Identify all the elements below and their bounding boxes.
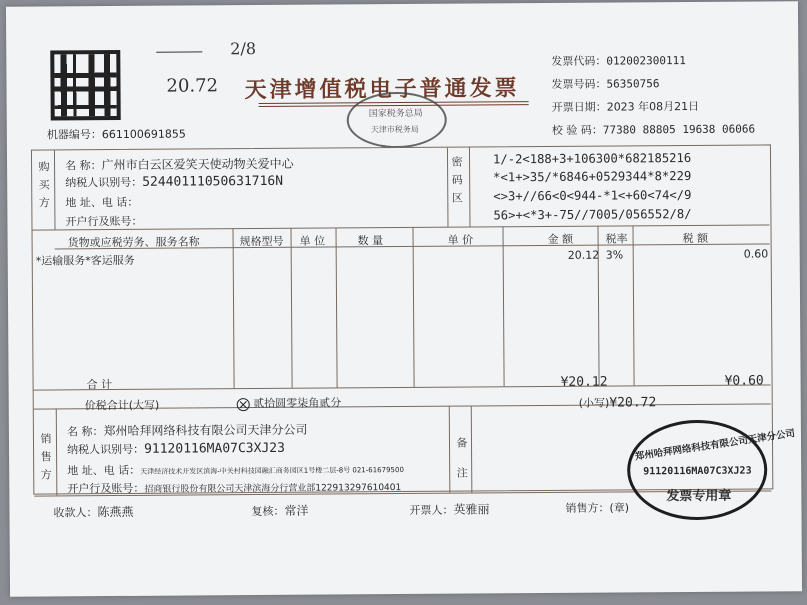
check-code: 校 验 码：77380 88805 19638 06066 xyxy=(551,122,756,137)
col-unit-header: 单 位 xyxy=(299,234,326,248)
grand-total-words: 贰拾圆零柒角贰分 xyxy=(237,394,342,411)
payee: 收款人：陈燕燕 xyxy=(53,504,134,520)
qr-code xyxy=(50,50,120,120)
col-spec-header: 规格型号 xyxy=(239,234,284,249)
col-tax-header: 税 额 xyxy=(682,231,709,246)
seal-company: 郑州哈拜网络科技有限公司天津分公司 xyxy=(634,428,796,463)
buyer-side-label: 购买方 xyxy=(38,160,50,210)
invoice-seal-stamp xyxy=(627,419,796,520)
buyer-address: 地 址、电 话： xyxy=(65,195,139,210)
total-tax: ¥0.60 xyxy=(724,373,764,389)
invoice-number: 发票号码：56350756 xyxy=(551,77,660,91)
grand-total-small: (小写)¥20.72 xyxy=(578,395,657,411)
invoice-title: 天津增值税电子普通发票 xyxy=(244,76,520,104)
seller-bank: 开户行及账号：招商银行股份有限公司天津滨海分行营业部122913297610401 xyxy=(67,481,402,496)
seller-tax-id: 纳税人识别号：91120116MA07C3XJ23 xyxy=(66,440,285,457)
cipher-line-2: *<1+>35/*6846+0529344*8*229 xyxy=(493,168,692,185)
handwritten-date: 2/8 xyxy=(230,39,257,59)
seal-text: 发票专用章 xyxy=(666,488,732,505)
reviewer: 复核：常洋 xyxy=(251,503,309,519)
buyer-bank: 开户行及账号： xyxy=(65,214,143,229)
col-rate-header: 税率 xyxy=(605,232,628,246)
total-amount: ¥20.12 xyxy=(560,374,608,390)
handwritten-amount: 20.72 xyxy=(166,75,219,97)
buyer-tax-id: 纳税人识别号：52440111050631716N xyxy=(65,173,284,190)
cross-circle-icon xyxy=(237,398,250,411)
handwritten-line xyxy=(156,51,202,52)
issuer: 开票人：英雅丽 xyxy=(409,502,490,517)
machine-no: 机器编号：661100691855 xyxy=(46,127,186,142)
invoice-date: 开票日期：2023 年08月21日 xyxy=(551,99,700,114)
seller-name: 名 称：郑州哈拜网络科技有限公司天津分公司 xyxy=(66,422,308,439)
col-price-header: 单 价 xyxy=(447,233,474,247)
item-name: *运输服务*客运服务 xyxy=(35,253,135,268)
seller-side-label: 销售方 xyxy=(40,432,52,482)
item-amount: 20.12 xyxy=(567,248,600,262)
tax-bureau-stamp: 国家税务总局 天津市税务局 xyxy=(347,92,447,149)
seller-seal-label: 销售方：(章) xyxy=(565,501,630,515)
cipher-line-4: 56>+<*3+-75//7005/056552/8/ xyxy=(493,206,692,223)
cipher-line-3: <>3+//66<0<944-*1<+60<74</9 xyxy=(493,187,692,204)
cipher-side-label: 密码区 xyxy=(451,155,463,205)
col-amount-header: 金 额 xyxy=(547,232,574,246)
remark-label: 备注 xyxy=(456,436,468,480)
col-qty-header: 数 量 xyxy=(357,234,384,248)
seller-address: 地 址、电 话：天津经济技术开发区滨海-中关村科技园融汇商务园区1号楼二层-8号 021-61679500 xyxy=(67,463,404,478)
invoice-paper xyxy=(6,1,802,597)
item-rate: 3% xyxy=(605,248,624,262)
buyer-name: 名 称：广州市白云区爱笑天使动物关爱中心 xyxy=(65,156,294,173)
seal-tax-id: 91120116MA07C3XJ23 xyxy=(643,465,752,478)
cipher-line-1: 1/-2<188+3+106300*682185216 xyxy=(492,150,692,167)
invoice-code: 发票代码：012002300111 xyxy=(551,54,686,68)
grand-total-label: 价税合计(大写) xyxy=(84,398,160,413)
item-tax: 0.60 xyxy=(743,247,769,261)
col-name-header: 货物或应税劳务、服务名称 xyxy=(67,235,200,250)
total-label: 合 计 xyxy=(86,378,113,392)
